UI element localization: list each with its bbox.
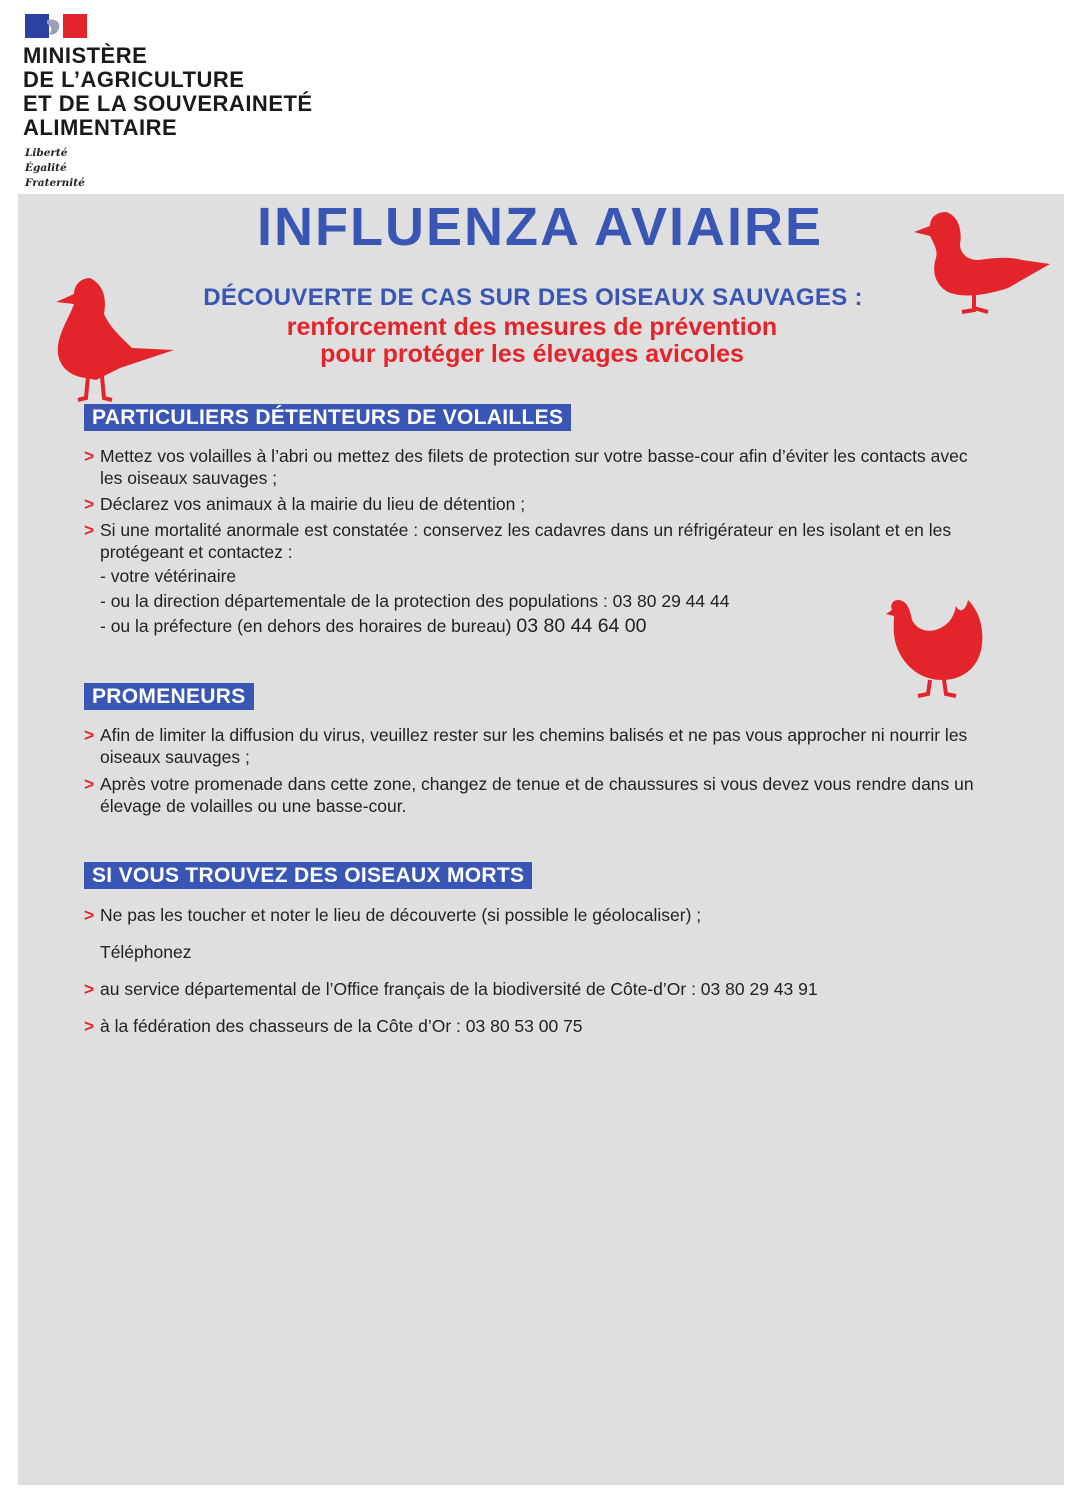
ministry-name — [23, 44, 313, 140]
marianne-flag-logo — [25, 14, 87, 38]
section-heading-oiseaux-morts: SI VOUS TROUVEZ DES OISEAUX MORTS — [84, 862, 532, 889]
motto-line: Liberté — [25, 147, 68, 159]
particuliers-list — [84, 445, 984, 637]
list-item: > à la fédération des chasseurs de la Côte d’Or : 03 80 53 00 75 — [84, 1015, 984, 1037]
subtitle-red-line: renforcement des mesures de prévention — [286, 313, 778, 341]
prefecture-phone: 03 80 44 64 00 — [516, 615, 647, 637]
telephonez-label: Téléphonez — [100, 942, 192, 962]
oiseaux-morts-list — [84, 904, 984, 1037]
list-item: > Afin de limiter la diffusion du virus, veuillez rester sur les chemins balisés et ne pas vous approcher ni nourrir les oiseaux sauvages ; — [84, 724, 984, 768]
ministry-line: MINISTÈRE — [23, 43, 148, 68]
ministry-line: ALIMENTAIRE — [23, 115, 178, 140]
list-item: > Déclarez vos animaux à la mairie du lieu de détention ; — [84, 493, 984, 515]
section-heading-particuliers: PARTICULIERS DÉTENTEURS DE VOLAILLES — [84, 404, 571, 431]
list-item: > Ne pas les toucher et noter le lieu de découverte (si possible le géolocaliser) ; — [84, 904, 984, 926]
gull-icon — [50, 272, 180, 404]
motto-line: Égalité — [25, 162, 67, 174]
hen-icon — [884, 596, 986, 702]
ministry-line: ET DE LA SOUVERAINETÉ — [23, 91, 313, 116]
promeneurs-list — [84, 724, 984, 817]
list-item: > au service départemental de l’Office français de la biodiversité de Côte-d’Or : 03 80 29 43 91 — [84, 978, 984, 1000]
list-item: > Après votre promenade dans cette zone, changez de tenue et de chaussures si vous devez vous rendre dans un élevage de volailles ou une basse-cour. — [84, 773, 984, 817]
contact-line: - ou la direction départementale de la protection des populations : 03 80 29 44 44 — [100, 591, 730, 611]
subtitle-red-line: pour protéger les élevages avicoles — [320, 340, 744, 368]
subtitle: DÉCOUVERTE DE CAS SUR DES OISEAUX SAUVAGES : — [203, 284, 863, 311]
prefecture-text: - ou la préfecture (en dehors des horaires de bureau) — [100, 616, 512, 636]
republic-motto — [25, 146, 85, 191]
section-heading-promeneurs: PROMENEURS — [84, 683, 254, 710]
ministry-line: DE L’AGRICULTURE — [23, 67, 245, 92]
list-item: > Mettez vos volailles à l’abri ou mettez des filets de protection sur votre basse-cour afin d’éviter les contacts avec les oiseaux sauvages ; — [84, 445, 984, 489]
list-item: > Si une mortalité anormale est constatée : conservez les cadavres dans un réfrigérateur en les isolant et en les protégeant et contactez : — [84, 519, 984, 563]
contact-line — [84, 615, 984, 637]
motto-line: Fraternité — [25, 177, 85, 189]
contact-line: - votre vétérinaire — [100, 566, 237, 586]
duck-icon — [912, 208, 1052, 318]
page-title: INFLUENZA AVIAIRE — [257, 197, 823, 257]
